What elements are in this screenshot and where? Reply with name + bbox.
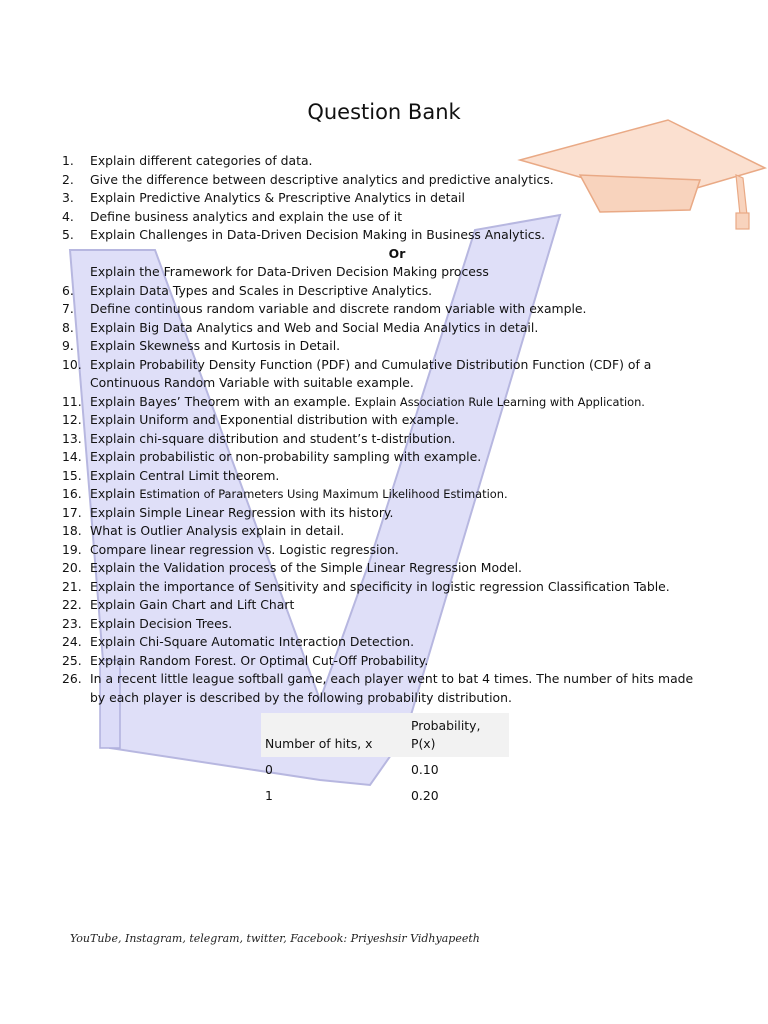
table-row	[261, 783, 509, 809]
question-number: 11.	[62, 393, 82, 409]
table-cell: 1	[265, 788, 273, 803]
question-text: Explain the importance of Sensitivity and specificity in logistic regression Classification Table.	[90, 578, 670, 594]
question-text: Explain Chi-Square Automatic Interaction Detection.	[90, 634, 415, 649]
list-item	[62, 578, 722, 597]
question-text: Explain Random Forest. Or Optimal Cut-Off Probability.	[90, 652, 429, 668]
question-text: Explain different categories of data.	[90, 153, 313, 168]
question-continuation: Continuous Random Variable with suitable example.	[90, 375, 414, 390]
table-cell: 0.10	[411, 762, 439, 777]
list-item	[62, 189, 722, 208]
question-text: Explain Predictive Analytics & Prescriptive Analytics in detail	[90, 190, 465, 205]
list-item	[62, 485, 722, 504]
question-number: 15.	[62, 467, 82, 483]
question-number: 10.	[62, 356, 82, 372]
question-number: 20.	[62, 560, 82, 575]
question-text: Explain probabilistic or non-probability sampling with example.	[90, 449, 482, 464]
list-item	[62, 652, 722, 671]
question-text: Explain Challenges in Data-Driven Decision Making in Business Analytics.	[90, 227, 546, 242]
table-header-cell: Number of hits, x	[261, 713, 407, 757]
question-number: 26.	[62, 671, 82, 686]
list-item	[62, 171, 722, 190]
question-continuation: by each player is described by the following probability distribution.	[90, 689, 512, 705]
list-item	[62, 152, 722, 171]
list-item	[62, 615, 722, 634]
list-item	[62, 411, 722, 430]
list-item	[62, 393, 722, 412]
list-item	[62, 504, 722, 523]
question-text: Explain Uniform and Exponential distribution with example.	[90, 412, 459, 427]
question-list	[62, 152, 722, 707]
question-number: 9.	[62, 338, 74, 353]
list-item	[62, 430, 722, 449]
list-item	[62, 337, 722, 356]
question-text: Explain Skewness and Kurtosis in Detail.	[90, 338, 341, 353]
question-number: 7.	[62, 301, 74, 316]
question-text: Explain Big Data Analytics and Web and Social Media Analytics in detail.	[90, 319, 539, 335]
question-text: Explain Probability Density Function (PDF) and Cumulative Distribution Function (CDF) of a	[90, 356, 652, 372]
question-number: 17.	[62, 504, 82, 520]
question-number: 4.	[62, 208, 74, 224]
question-text: Define continuous random variable and discrete random variable with example.	[90, 301, 587, 316]
question-number: 14.	[62, 449, 82, 464]
question-text: Explain chi-square distribution and student’s t-distribution.	[90, 430, 456, 446]
probability-table	[261, 713, 509, 809]
list-item	[62, 226, 722, 245]
question-number: 19.	[62, 541, 82, 557]
list-item	[62, 467, 722, 486]
question-text: Compare linear regression vs. Logistic regression.	[90, 541, 399, 557]
question-number: 18.	[62, 523, 82, 538]
or-separator: Or	[388, 245, 406, 261]
question-number: 22.	[62, 597, 82, 612]
question-text: In a recent little league softball game, each player went to bat 4 times. The number of hits made	[90, 671, 694, 686]
list-item	[62, 559, 722, 578]
question-text: Explain the Validation process of the Simple Linear Regression Model.	[90, 560, 522, 575]
table-cell: 0	[265, 762, 273, 777]
question-number: 24.	[62, 634, 82, 649]
list-item	[62, 208, 722, 227]
question-text: What is Outlier Analysis explain in detail.	[90, 523, 345, 538]
table-header-cell: Probability, P(x)	[407, 713, 509, 757]
list-item	[62, 633, 722, 652]
list-item	[62, 319, 722, 338]
question-number: 12.	[62, 412, 82, 427]
table-row	[261, 757, 509, 783]
page-title: Question Bank	[307, 100, 461, 124]
list-item	[62, 282, 722, 301]
question-text: Explain Data Types and Scales in Descriptive Analytics.	[90, 282, 433, 298]
question-text: Define business analytics and explain the use of it	[90, 208, 403, 224]
question-text: Explain Decision Trees.	[90, 615, 233, 631]
list-item	[62, 300, 722, 319]
question-number: 2.	[62, 171, 74, 187]
alternate-question: Explain the Framework for Data-Driven Decision Making process	[90, 264, 489, 279]
footer-social-text: YouTube, Instagram, telegram, twitter, Facebook: Priyeshsir Vidhyapeeth	[70, 932, 480, 945]
list-item	[62, 670, 722, 689]
question-number: 21.	[62, 578, 82, 594]
table-cell: 0.20	[411, 788, 439, 803]
question-number: 13.	[62, 430, 82, 446]
question-text-small: Estimation of Parameters Using Maximum Likelihood Estimation.	[139, 487, 508, 501]
list-item	[62, 541, 722, 560]
question-text-small: Explain Association Rule Learning with Application.	[354, 394, 645, 409]
question-number: 1.	[62, 153, 74, 168]
question-number: 25.	[62, 652, 82, 668]
question-number: 5.	[62, 227, 74, 242]
list-item	[62, 522, 722, 541]
list-item	[62, 356, 722, 375]
question-number: 3.	[62, 190, 74, 205]
question-number: 23.	[62, 615, 82, 631]
list-item	[62, 448, 722, 467]
question-text: Explain Simple Linear Regression with its history.	[90, 504, 394, 520]
question-text: Give the difference between descriptive analytics and predictive analytics.	[90, 171, 554, 187]
question-text: Explain Bayes’ Theorem with an example.	[90, 393, 351, 409]
question-number: 16.	[62, 486, 82, 501]
list-item	[62, 596, 722, 615]
question-text: Explain Gain Chart and Lift Chart	[90, 597, 295, 612]
table-header-row	[261, 713, 509, 757]
question-text: Explain	[90, 486, 136, 501]
question-number: 8.	[62, 319, 74, 335]
question-number: 6.	[62, 282, 74, 298]
question-text: Explain Central Limit theorem.	[90, 467, 280, 483]
